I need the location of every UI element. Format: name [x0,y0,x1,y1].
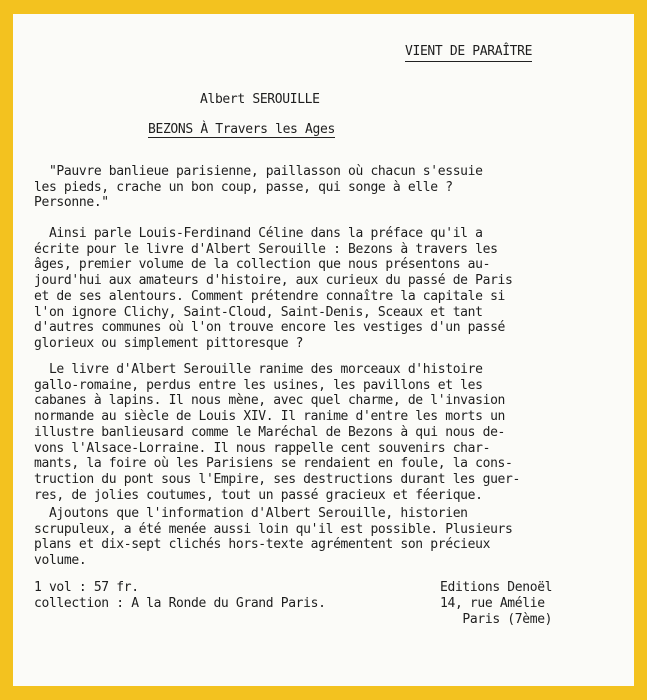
publisher-name: Editions Denoël [440,580,553,595]
paragraph-line: jourd'hui aux amateurs d'histoire, aux curieux du passé de Paris [34,273,513,289]
quote-line: "Pauvre banlieue parisienne, paillasson où chacun s'essuie [34,164,483,179]
paragraph-line: gallo-romaine, perdus entre les usines, les pavillons et les [34,377,483,393]
author-name: Albert SEROUILLE [200,92,320,107]
price-line: 1 vol : 57 fr. [34,580,139,595]
announcement-header: VIENT DE PARAÎTRE [405,44,532,62]
paragraph-line: et de ses alentours. Comment prétendre connaître la capitale si [34,288,506,304]
paragraph-line: mants, la foire où les Parisiens se rendaient en foule, la cons- [34,456,513,472]
paragraph-line: illustre banlieusard comme le Maréchal de Bezons à qui nous de- [34,424,506,440]
paragraph-line: normande au siècle de Louis XIV. Il ranime d'entre les morts un [34,409,506,425]
collection-line: collection : A la Ronde du Grand Paris. [34,596,326,611]
paragraph-line: truction du pont sous l'Empire, ses destructions durant les guer- [34,471,520,487]
paragraph-line: scrupuleux, a été menée aussi loin qu'il est possible. Plusieurs [34,521,513,537]
paragraph-line: d'autres communes où l'on trouve encore les vestiges d'un passé [34,320,506,336]
paragraph-line: vons l'Alsace-Lorraine. Il nous rappelle cent souvenirs char- [34,440,491,456]
paragraph-line: cabanes à lapins. Il nous mène, avec quel charme, de l'invasion [34,393,506,409]
quote-paragraph [34,164,614,211]
paragraph-line: plans et dix-sept clichés hors-texte agrémentent son précieux [34,537,491,553]
document-sheet [13,14,634,686]
paragraph-line: Ajoutons que l'information d'Albert Serouille, historien [34,506,468,521]
paragraph-3 [34,506,614,569]
paragraph-line: âges, premier volume de la collection que nous présentons au- [34,257,491,273]
paragraph-line: l'on ignore Clichy, Saint-Cloud, Saint-Denis, Sceaux et tant [34,304,483,320]
paragraph-line: glorieux ou simplement pittoresque ? [34,335,304,351]
paragraph-2 [34,362,614,503]
quote-line: les pieds, crache un bon coup, passe, qui songe à elle ? [34,179,453,195]
publisher-street: 14, rue Amélie [440,596,545,611]
quote-line: Personne." [34,195,109,211]
paragraph-line: Ainsi parle Louis-Ferdinand Céline dans la préface qu'il a [34,226,483,241]
book-title: BEZONS À Travers les Ages [148,122,335,137]
paragraph-1 [34,226,614,352]
paragraph-line: écrite pour le livre d'Albert Serouille : Bezons à travers les [34,241,498,257]
paragraph-line: res, de jolies coutumes, tout un passé gracieux et féerique. [34,487,483,503]
paragraph-line: Le livre d'Albert Serouille ranime des morceaux d'histoire [34,362,483,377]
paragraph-line: volume. [34,553,87,569]
publisher-city: Paris (7ème) [440,612,553,627]
